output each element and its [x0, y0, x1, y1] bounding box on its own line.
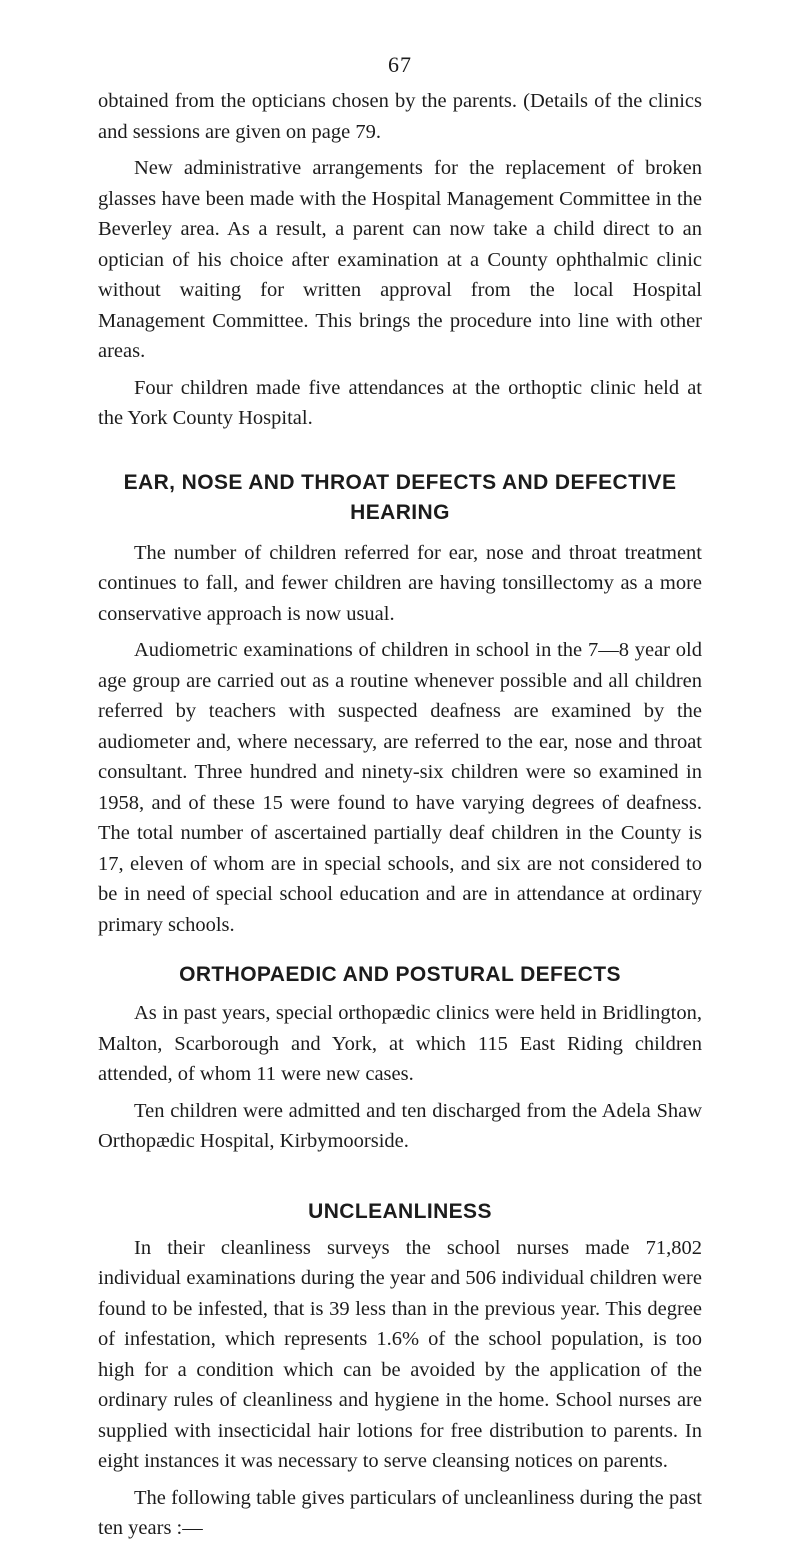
heading-orthopaedic-defects: ORTHOPAEDIC AND POSTURAL DEFECTS: [179, 963, 621, 986]
paragraph-cleanliness-surveys: In their cleanliness surveys the school nurses made 71,802 individual examinations during the year and 506 individual children were found to be infested, that is 39 less than in the previous year. This degree of infestation, which represents 1.6% of the school population, is too high for a condition which can be avoided by the application of the ordinary rules of cleanliness and hygiene in the home. School nurses are supplied with insecticidal hair lotions for free distribution to parents. In eight instances it was necessary to serve cleansing notices on parents.: [98, 1236, 702, 1472]
paragraph-adela-shaw-hospital: Ten children were admitted and ten discharged from the Adela Shaw Orthopædic Hospital, Kirbymoorside.: [98, 1099, 702, 1152]
paragraph-orthoptic-clinic: Four children made five attendances at the orthoptic clinic held at the York County Hospital.: [98, 376, 702, 429]
paragraph-optician-details: obtained from the opticians chosen by the parents. (Details of the clinics and sessions are given on page 79.: [98, 90, 702, 143]
heading-ent-defects: EAR, NOSE AND THROAT DEFECTS AND DEFECTIVE HEARING: [123, 470, 677, 524]
paragraph-audiometric-examinations: Audiometric examinations of children in school in the 7—8 year old age group are carried out as a routine whenever possible and all children referred by teachers with suspected deafness are examined by the audiometer and, where necessary, are referred to the ear, nose and throat consultant. Three hundred and ninety-six children were so examined in 1958, and of these 15 were found to have varying degrees of deafness. The total number of ascertained partially deaf children in the County is 17, eleven of whom are in special schools, and six are not considered to be in need of special school education and are in attendance at ordinary primary schools.: [98, 639, 702, 936]
page-number: 67: [388, 52, 412, 77]
paragraph-ent-referrals: The number of children referred for ear, nose and throat treatment continues to fall, and fewer children are having tonsillectomy as a more conservative approach is now usual.: [98, 541, 702, 625]
page-body: [98, 86, 702, 1544]
heading-uncleanliness: UNCLEANLINESS: [308, 1199, 492, 1223]
paragraph-table-intro: The following table gives particulars of uncleanliness during the past ten years :—: [98, 1486, 702, 1539]
paragraph-orthopaedic-clinics: As in past years, special orthopædic clinics were held in Bridlington, Malton, Scarborough and York, at which 115 East Riding children attended, of whom 11 were new cases.: [98, 1002, 702, 1085]
paragraph-broken-glasses: New administrative arrangements for the replacement of broken glasses have been made with the Hospital Management Committee in the Beverley area. As a result, a parent can now take a child direct to an optician of his choice after examination at a County ophthalmic clinic without waiting for written approval from the local Hospital Management Committee. This brings the procedure into line with other areas.: [98, 157, 702, 362]
